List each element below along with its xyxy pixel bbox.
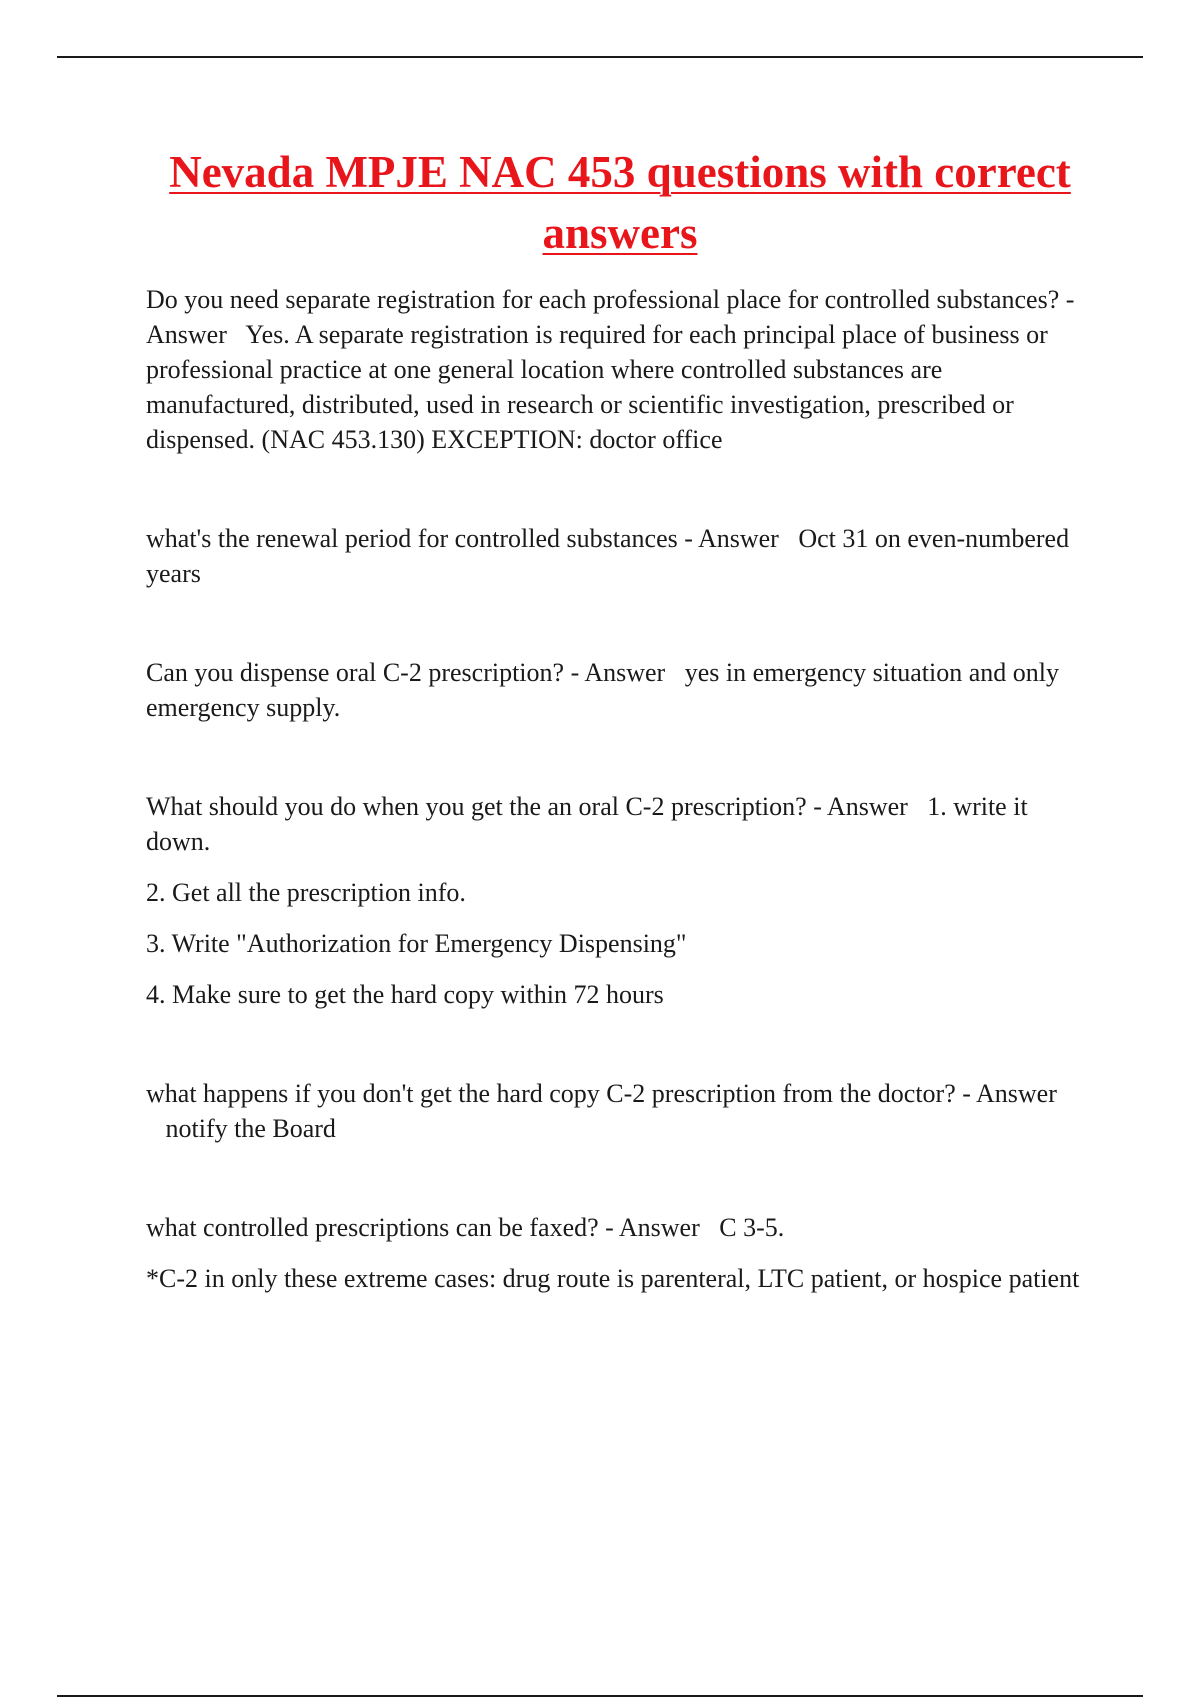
question-text: Do you need separate registration for each professional place for controlled substances? <box>146 285 1060 314</box>
answer-label: Answer <box>146 320 227 349</box>
answer-text: notify the Board <box>165 1114 336 1143</box>
answer-label: Answer <box>826 792 908 821</box>
qa-text: what happens if you don't get the hard copy C-2 prescription from the doctor? - Answer notify the Board <box>146 1079 1057 1143</box>
answer-label: Answer <box>697 524 779 553</box>
answer-step: 3. Write "Authorization for Emergency Dispensing" <box>146 929 687 958</box>
answer-label: Answer <box>584 658 666 687</box>
answer-note: *C-2 in only these extreme cases: drug route is parenteral, LTC patient, or hospice patient <box>146 1264 1080 1293</box>
answer-label: Answer <box>975 1079 1057 1108</box>
qa-text: what's the renewal period for controlled substances - Answer Oct 31 on even-numbered years <box>146 524 1070 588</box>
qa-item-2 <box>146 521 1092 591</box>
question-text: what controlled prescriptions can be faxed? <box>146 1213 599 1242</box>
question-text: what's the renewal period for controlled substances <box>146 524 678 553</box>
page-title: Nevada MPJE NAC 453 questions with correct answers <box>169 147 1071 258</box>
answer-label: Answer <box>618 1213 700 1242</box>
answer-text: 1. write it down. <box>146 792 1028 856</box>
qa-item-4 <box>146 789 1092 1012</box>
answer-text: yes in emergency situation and only emergency supply. <box>146 658 1059 722</box>
qa-item-6 <box>146 1210 1092 1296</box>
answer-step: 2. Get all the prescription info. <box>146 878 466 907</box>
question-text: Can you dispense oral C-2 prescription? <box>146 658 565 687</box>
qa-item-5 <box>146 1076 1092 1146</box>
qa-text: What should you do when you get the an oral C-2 prescription? - Answer 1. write it down. <box>146 792 1028 856</box>
question-text: What should you do when you get the an oral C-2 prescription? <box>146 792 807 821</box>
qa-text: Can you dispense oral C-2 prescription? - Answer yes in emergency situation and only emergency supply. <box>146 658 1059 722</box>
answer-text: Yes. A separate registration is required for each principal place of business or professional practice at one general location where controlled substances are manufactured, distributed, used in research or scientific investigation, prescribed or dispensed. (NAC 453.130) EXCEPTION: doctor office <box>146 320 1048 454</box>
qa-item-3 <box>146 655 1092 725</box>
question-text: what happens if you don't get the hard copy C-2 prescription from the doctor? <box>146 1079 956 1108</box>
qa-list <box>146 282 1092 1360</box>
qa-text: what controlled prescriptions can be faxed? - Answer C 3-5. <box>146 1213 785 1242</box>
answer-text: Oct 31 on even-numbered years <box>146 524 1070 588</box>
answer-text: C 3-5. <box>719 1213 785 1242</box>
qa-text: Do you need separate registration for each professional place for controlled substances? - Answer Yes. A separate registration is required for each principal place of business or professional practice at one general location where controlled substances are manufactured, distributed, used in research or scientific investigation, prescribed or dispensed. (NAC 453.130) EXCEPTION: doctor office <box>146 285 1075 454</box>
qa-item-1 <box>146 282 1092 457</box>
top-rule <box>57 56 1143 58</box>
bottom-rule <box>57 1695 1143 1697</box>
answer-step: 4. Make sure to get the hard copy within 72 hours <box>146 980 664 1009</box>
